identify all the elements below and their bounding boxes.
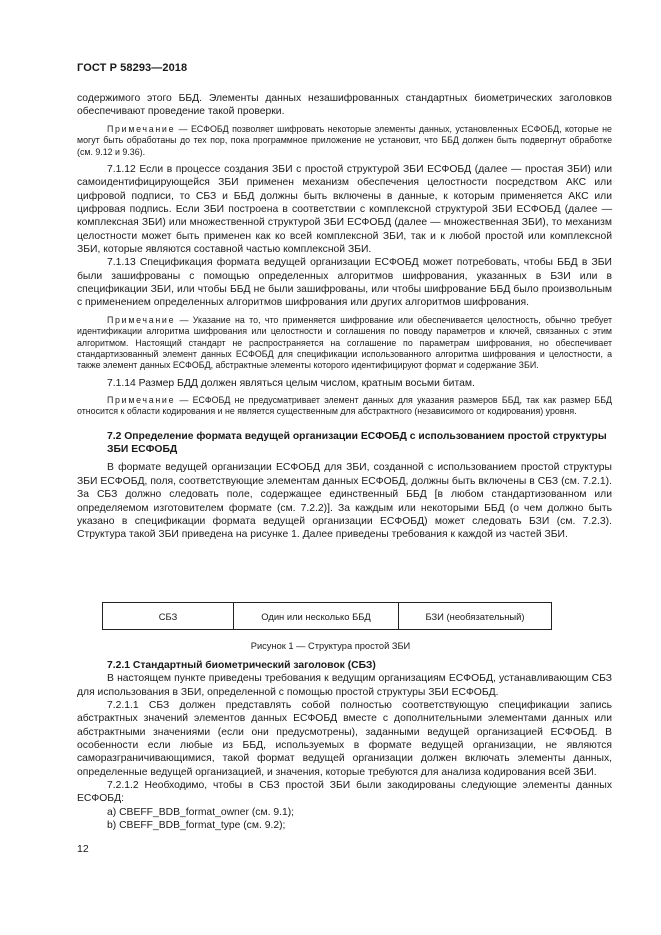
note-text: — Указание на то, что применяется шифрование или обеспечивается целостность, обычно требует идентификации алгоритма шифрования или целостности и соглашения по поводу параметров и ключей, связанных с этим алгоритмом. Настоящий стандарт не распространяется на соглашение по параметрам шифрования, но обеспечивает стандартизованный элемент данных ЕСФОБД для спецификации использованного алгоритма шифрования и целостности, а также элемент данных ЕСФОБД, абстрактные элементы которого идентифицируют формат и содержание ЗБИ. — [77, 314, 612, 371]
paragraph-7-2: В формате ведущей организации ЕСФОБД для ЗБИ, созданной с использованием простой структуры ЗБИ ЕСФОБД, поля, соответствующие элементам данных ЕСФОБД, должны быть включены в СБЗ (см. 7.2.1). За СБЗ должно следовать поле, содержащее единственный ББД [в любом стандартизованном или определяемом изготовителем формате (см. 7.2.2)]. За каждым или некоторыми ББД (о чем должно быть указано в спецификации формата ведущей организации ЕСФОБД) может следовать БЗИ (см. 7.2.3). Структура такой ЗБИ приведена на рисунке 1. Далее приведены требования к каждой из частей ЗБИ. — [77, 462, 612, 541]
paragraph-7-1-14: 7.1.14 Размер БДД должен являться целым числом, кратным восьми битам. — [107, 377, 475, 389]
figure-1-structure — [102, 602, 552, 630]
note-text: — ЕСФОБД позволяет шифровать некоторые элементы данных, установленных ЕСФОБД, которые не могут быть обработаны до тех пор, пока программное приложение не установит, что ББД должен быть подвергнут обработке (см. 9.12 и 9.36). — [77, 123, 612, 157]
note-text: — ЕСФОБД не предусматривает элемент данных для указания размеров ББД, так как размер ББД относится к области кодирования и не является существенным для абстрактного (независимого от кодирования) уровня. — [77, 395, 612, 417]
paragraph-7-1-13: 7.1.13 Спецификация формата ведущей организации ЕСФОБД может потребовать, чтобы ББД в ЗБИ были зашифрованы с помощью определенных алгоритмов шифрования, указанных в БЗИ или в спецификации ЗБИ, или чтобы ББД не были зашифрованы, или чтобы шифрование ББД было произвольным с применением определенных алгоритмов шифрования или других алгоритмов шифрования. — [77, 257, 612, 309]
note-1 — [77, 124, 612, 158]
main-content-lower — [77, 659, 612, 832]
paragraph-continuation: содержимого этого ББД. Элементы данных незашифрованных стандартных биометрических заголовков обеспечивают проведение такой проверки. — [77, 93, 612, 118]
paragraph-7-2-1-2: 7.2.1.2 Необходимо, чтобы в СБЗ простой ЗБИ были закодированы следующие элементы данных ЕСФОБД: — [77, 780, 612, 805]
note-label: Примечание — [107, 123, 176, 134]
note-label: Примечание — [107, 314, 176, 325]
figure-cell-bbd: Один или несколько ББД — [233, 603, 398, 629]
note-label: Примечание — [107, 395, 176, 406]
document-header: ГОСТ Р 58293—2018 — [77, 62, 188, 74]
note-2 — [77, 315, 612, 372]
paragraph-7-2-1-1: 7.2.1.1 СБЗ должен представлять собой полностью соответствующую спецификации запись абстрактных значений элементов данных ЕСФОБД вместе с дополнительными элементами данных или абстрактными значениями (если они предусмотрены), заданными ведущей организацией ЕСФОБД. В особенности если любые из ББД, используемых в формате ведущей организации, не являются саморазграничивающимися, такой формат ведущей организации должен включать элементы данных, определенные ведущей организацией, и значения, которые требуются для анализа кодирования всей ЗБИ. — [77, 699, 612, 778]
figure-caption: Рисунок 1 — Структура простой ЗБИ — [250, 641, 411, 651]
paragraph-7-2-1: В настоящем пункте приведены требования к ведущим организациям ЕСФОБД, устанавливающим СБЗ для использования в ЗБИ, определенной с помощью простой структуры ЗБИ ЕСФОБД. — [77, 673, 612, 698]
list-item: a) CBEFF_BDB_format_owner (см. 9.1); — [107, 806, 295, 818]
section-heading-7-2-1: 7.2.1 Стандартный биометрический заголовок (СБЗ) — [107, 660, 376, 671]
note-3 — [77, 395, 612, 418]
list-item: b) CBEFF_BDB_format_type (см. 9.2); — [107, 820, 286, 832]
figure-cell-bzi: БЗИ (необязательный) — [398, 603, 551, 629]
section-heading-7-2: 7.2 Определение формата ведущей организации ЕСФОБД с использованием простой структуры ЗБИ ЕСФОБД — [107, 430, 607, 456]
paragraph-7-1-12: 7.1.12 Если в процессе создания ЗБИ с простой структурой ЗБИ ЕСФОБД (далее — простая ЗБИ) или самоидентифицирующейся ЗБИ применен механизм обеспечения целостности посредством АКС или цифровой подписи, то СБЗ и ББД должны быть включены в данные, к которым применяется АКС или цифровая подпись. Если ЗБИ построена в соответствии с комплексной структурой ЗБИ ЕСФОБД (далее — комплексная ЗБИ) или множественной структурой ЗБИ ЕСФОБД (далее — множественная ЗБИ), то механизм целостности может быть применен как ко всей комплексной ЗБИ, так и к любой простой или комплексной ЗБИ, которые являются составной частью комплексной ЗБИ. — [77, 163, 612, 255]
main-content-upper — [77, 92, 612, 542]
figure-cell-sbz: СБЗ — [158, 610, 178, 622]
page-number: 12 — [77, 843, 89, 855]
